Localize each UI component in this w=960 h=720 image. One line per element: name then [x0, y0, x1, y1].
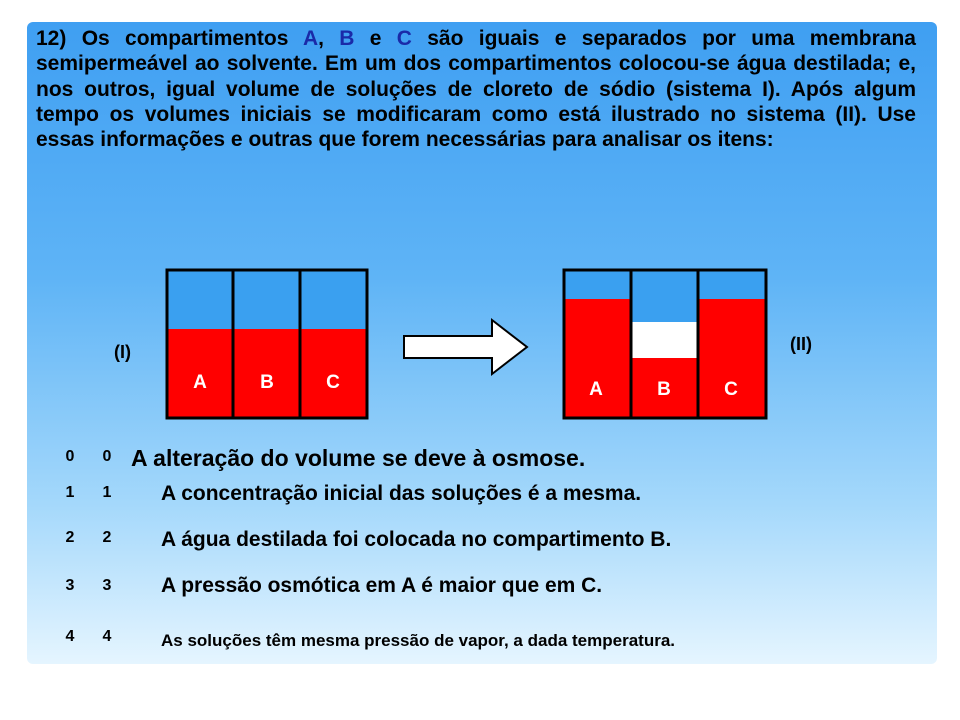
question-conjunction: e	[354, 27, 397, 50]
system-1-label-b: B	[260, 372, 274, 393]
system-1-label-c: C	[326, 372, 340, 393]
arrow-icon	[404, 320, 527, 374]
item-2-statement: A água destilada foi colocada no compartimento B.	[161, 528, 672, 551]
system-2-label-c: C	[724, 379, 738, 400]
question-number: 12)	[36, 27, 67, 50]
item-3-right-marker: 3	[102, 577, 112, 594]
item-2-right-marker: 2	[102, 529, 112, 546]
item-3-left-marker: 3	[65, 577, 75, 594]
question-body: são iguais e separados por uma membrana semipermeável ao solvente. Em um dos compartimentos colocou-se água destilada; e, nos outros, igual volume de soluções de cloreto de sódio (sistema I). Após algum tempo os volumes iniciais se modificaram como está ilustrado no sistema (II). Use essas informações e outras que forem necessárias para analisar os itens:	[36, 27, 916, 152]
system-1-title: (I)	[114, 342, 131, 362]
system-2-solution-c	[698, 299, 766, 418]
compartment-letter-c: C	[396, 27, 412, 50]
compartment-letter-a: A	[302, 27, 319, 50]
system-1-label-a: A	[193, 372, 207, 393]
system-2-label-a: A	[589, 379, 603, 400]
system-2	[564, 270, 766, 418]
item-4-right-marker: 4	[102, 628, 112, 645]
item-1-left-marker: 1	[65, 484, 75, 501]
item-0-right-marker: 0	[102, 448, 112, 465]
question-separator: ,	[318, 27, 340, 50]
item-3-statement: A pressão osmótica em A é maior que em C.	[161, 574, 603, 597]
item-1-statement: A concentração inicial das soluções é a mesma.	[161, 482, 642, 505]
system-1	[167, 270, 367, 418]
item-2-left-marker: 2	[65, 529, 75, 546]
item-0-statement: A alteração do volume se deve à osmose.	[131, 445, 586, 471]
item-4-left-marker: 4	[65, 628, 75, 645]
compartment-letter-b: B	[339, 27, 355, 50]
item-0-left-marker: 0	[65, 448, 75, 465]
system-2-label-b: B	[657, 379, 671, 400]
item-1-right-marker: 1	[102, 484, 112, 501]
system-2-solution-a	[564, 299, 631, 418]
system-2-title: (II)	[790, 334, 812, 354]
question-intro: Os compartimentos	[81, 27, 303, 50]
item-4-statement: As soluções têm mesma pressão de vapor, a dada temperatura.	[161, 631, 675, 650]
system-2-water-b	[631, 322, 698, 358]
